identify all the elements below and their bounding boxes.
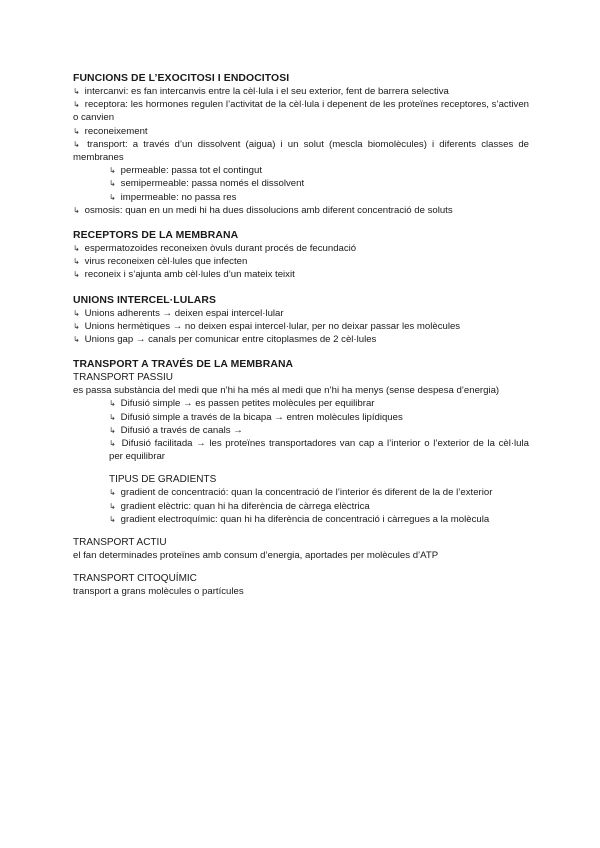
subsection-title: TRANSPORT CITOQUÍMIC	[73, 573, 197, 585]
arrow-icon: ↳	[73, 205, 80, 215]
list-item: ↳ transport: a través d’un dissolvent (aigua) i un solut (mescla biomolècules) i diferents classes de membranes	[73, 138, 529, 164]
list-item: ↳ espermatozoides reconeixen òvuls durant procés de fecundació	[73, 243, 357, 255]
arrow-icon: ↳	[109, 179, 116, 189]
paragraph: transport a grans molècules o partícules	[73, 586, 244, 598]
subsection-title: TRANSPORT PASSIU	[73, 372, 174, 384]
arrow-icon: ↳	[73, 257, 80, 267]
list-item: ↳ Unions hermètiques → no deixen espai intercel·lular, per no deixar passar les molècules	[73, 320, 461, 332]
arrow-icon: ↳	[109, 439, 116, 449]
sub-list-item: ↳ impermeable: no passa res	[109, 191, 237, 203]
document-page	[73, 72, 529, 598]
arrow-icon: ↳	[73, 308, 80, 318]
arrow-icon: ↳	[73, 244, 80, 254]
sub-list-item: ↳ gradient elèctric: quan hi ha diferència de càrrega elèctrica	[109, 500, 370, 512]
arrow-icon: ↳	[73, 139, 80, 149]
arrow-icon: ↳	[109, 501, 116, 511]
sub-list-item: ↳ permeable: passa tot el contingut	[109, 165, 263, 177]
arrow-icon: ↳	[73, 87, 80, 96]
sub-list-item: ↳ Difusió a través de canals →	[109, 424, 243, 436]
paragraph: el fan determinades proteïnes amb consum d’energia, aportades per molècules d’ATP	[73, 550, 439, 562]
arrow-icon: ↳	[109, 166, 116, 176]
sub-list-item: ↳ gradient de concentració: quan la concentració de l’interior és diferent de la de l’exterior	[109, 487, 493, 499]
arrow-icon: ↳	[109, 412, 116, 422]
sub-list-item: ↳ gradient electroquímic: quan hi ha diferència de concentració i càrregues a la molècula	[109, 513, 490, 525]
list-item: ↳ Unions adherents → deixen espai intercel·lular	[73, 307, 284, 319]
arrow-icon: ↳	[109, 425, 116, 435]
section-title: TRANSPORT A TRAVÉS DE LA MEMBRANA	[73, 359, 294, 371]
sub-list-item: ↳ Difusió simple a través de la bicapa → entren molècules lipídiques	[109, 411, 403, 423]
subsection-title: TIPUS DE GRADIENTS	[109, 474, 217, 486]
arrow-icon: ↳	[73, 100, 80, 110]
arrow-icon: ↳	[109, 192, 116, 202]
sub-list-item: ↳ Difusió simple → es passen petites molècules per equilibrar	[109, 398, 375, 410]
arrow-icon: ↳	[73, 270, 80, 280]
list-item: ↳ Unions gap → canals per comunicar entre citoplasmes de 2 cèl·lules	[73, 334, 377, 346]
section-title: RECEPTORS DE LA MEMBRANA	[73, 230, 239, 242]
subsection-title: TRANSPORT ACTIU	[73, 537, 167, 549]
arrow-icon: ↳	[73, 335, 80, 345]
sub-list-item: ↳ semipermeable: passa només el dissolvent	[109, 178, 305, 190]
list-item: ↳ reconeix i s’ajunta amb cèl·lules d’un mateix teixit	[73, 269, 295, 281]
sub-list-item: ↳ Difusió facilitada → les proteïnes transportadores van cap a l’interior o l’exterior de la cèl·lula per equilibrar	[109, 438, 529, 463]
arrow-icon: ↳	[109, 399, 116, 409]
list-item: ↳ virus reconeixen cèl·lules que infecten	[73, 256, 248, 268]
list-item: ↳ receptora: les hormones regulen l’activitat de la cèl·lula i depenent de les proteïnes receptores, s’activen o canvien	[73, 99, 529, 124]
list-item: ↳ intercanvi: es fan intercanvis entre la cèl·lula i el seu exterior, fent de barrera selectiva	[73, 86, 449, 97]
list-item: ↳ reconeixement	[73, 125, 148, 137]
arrow-icon: ↳	[109, 488, 116, 498]
arrow-icon: ↳	[109, 514, 116, 524]
section-title: UNIONS INTERCEL·LULARS	[73, 294, 217, 306]
arrow-icon: ↳	[73, 321, 80, 331]
section-title: FUNCIONS DE L’EXOCITOSI I ENDOCITOSI	[73, 73, 290, 84]
arrow-icon: ↳	[73, 126, 80, 136]
list-item: ↳ osmosis: quan en un medi hi ha dues dissolucions amb diferent concentració de soluts	[73, 204, 453, 216]
paragraph: es passa substància del medi que n’hi ha més al medi que n’hi ha menys (sense despesa d’energia)	[73, 385, 500, 397]
